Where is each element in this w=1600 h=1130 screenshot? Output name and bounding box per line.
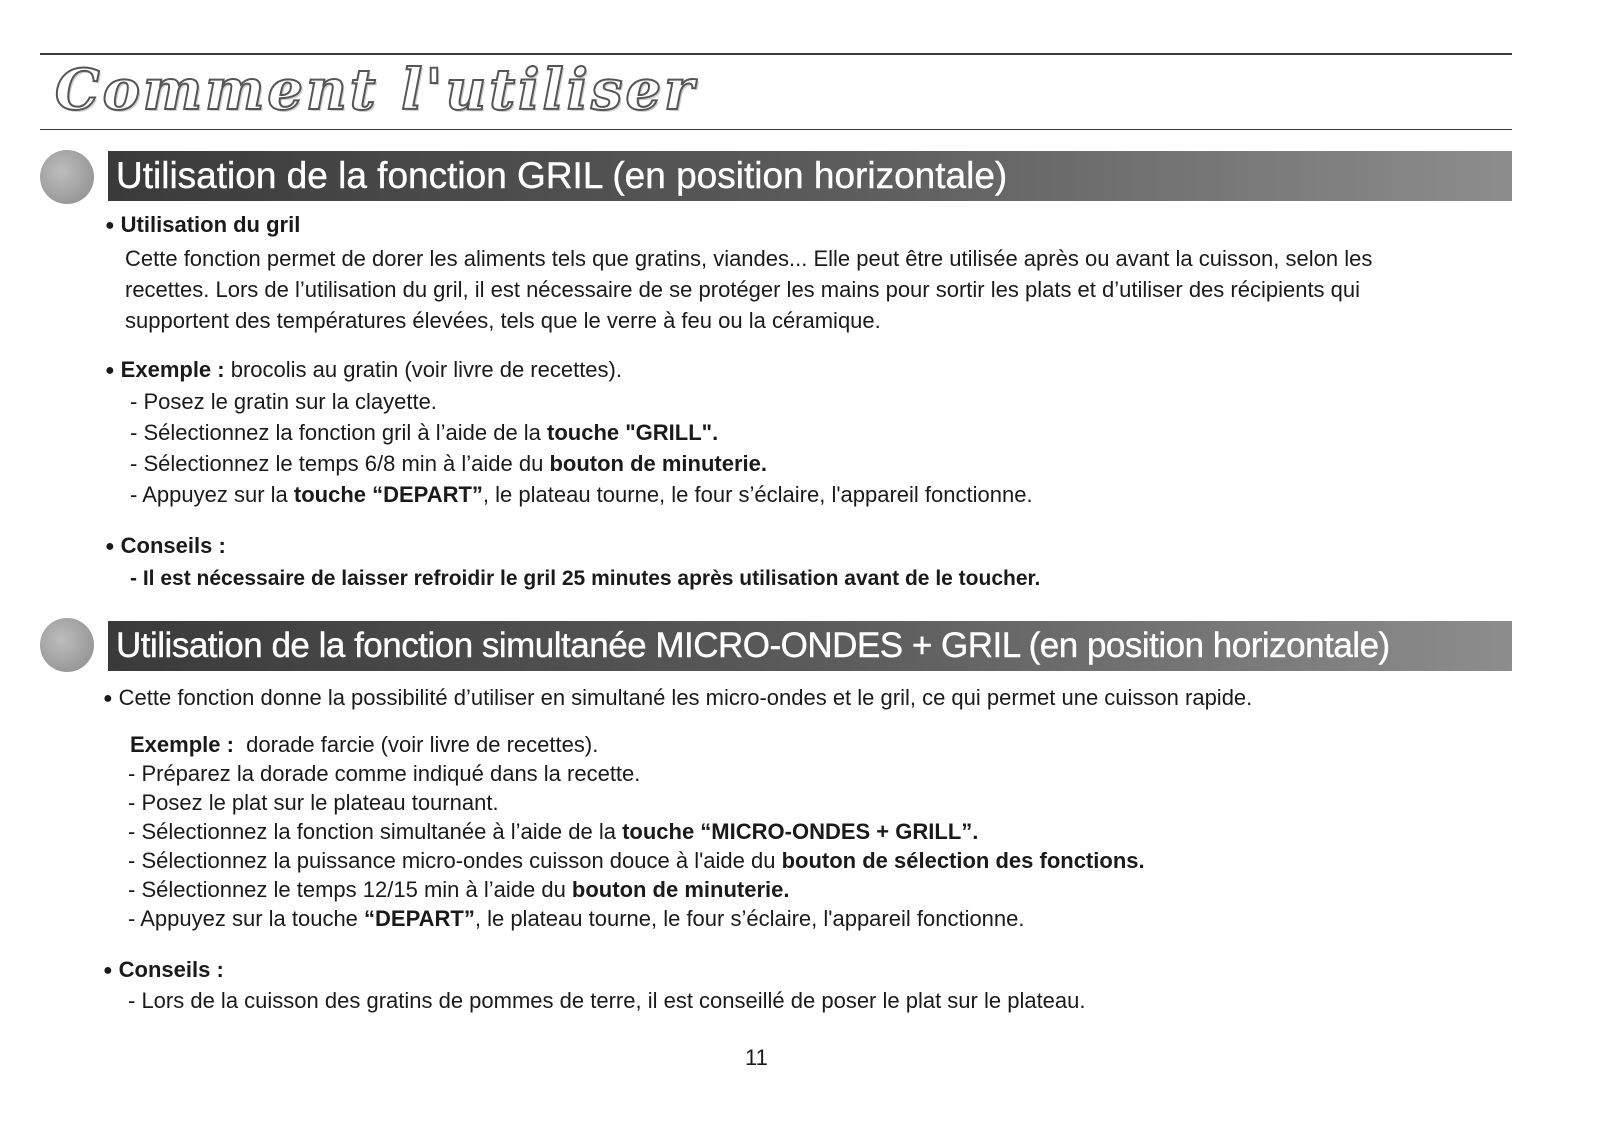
bullet-dot-icon: ● bbox=[105, 538, 115, 555]
example-line: ● Exemple : brocolis au gratin (voir livre de recettes). bbox=[105, 357, 622, 382]
tips-title: ● Conseils : bbox=[105, 533, 226, 558]
usage-line-3: supportent des températures élevées, tels que le verre à feu ou la céramique. bbox=[125, 308, 881, 333]
step-line: - Sélectionnez la puissance micro-ondes cuisson douce à l'aide du bouton de sélection des fonctions. bbox=[128, 848, 1145, 873]
page-title: Comment l'utiliser bbox=[55, 57, 697, 123]
title-rule bbox=[40, 129, 1512, 130]
step-line: - Posez le plat sur le plateau tournant. bbox=[128, 790, 499, 815]
tip-line: - Il est nécessaire de laisser refroidir le gril 25 minutes après utilisation avant de le toucher. bbox=[130, 567, 1041, 590]
bullet-dot-icon: ● bbox=[103, 962, 113, 979]
step-line: - Sélectionnez la fonction gril à l’aide de la touche "GRILL". bbox=[130, 420, 719, 445]
usage-line-2: recettes. Lors de l’utilisation du gril, il est nécessaire de se protéger les mains pour sortir les plats et d’utiliser des récipients qui bbox=[125, 277, 1361, 302]
step-line: - Sélectionnez le temps 6/8 min à l’aide du bouton de minuterie. bbox=[130, 451, 768, 476]
tips-title: ● Conseils : bbox=[103, 957, 224, 982]
step-line: - Sélectionnez la fonction simultanée à l’aide de la touche “MICRO-ONDES + GRILL”. bbox=[128, 819, 979, 844]
section-bullet-icon bbox=[40, 618, 94, 672]
step-line: - Posez le gratin sur la clayette. bbox=[130, 389, 437, 414]
bullet-dot-icon: ● bbox=[105, 362, 115, 379]
step-line: - Appuyez sur la touche “DEPART”, le plateau tourne, le four s’éclaire, l'appareil fonctionne. bbox=[130, 482, 1033, 507]
tip-line: - Lors de la cuisson des gratins de pommes de terre, il est conseillé de poser le plat sur le plateau. bbox=[128, 988, 1086, 1013]
section-heading-micro-gril bbox=[108, 621, 1512, 671]
step-line: - Appuyez sur la touche “DEPART”, le plateau tourne, le four s’éclaire, l'appareil fonctionne. bbox=[128, 906, 1025, 931]
section-heading-text: Utilisation de la fonction simultanée MICRO-ONDES + GRIL (en position horizontale) bbox=[116, 626, 1390, 665]
usage-line-1: Cette fonction permet de dorer les aliments tels que gratins, viandes... Elle peut être utilisée après ou avant la cuisson, selon les bbox=[125, 246, 1373, 271]
intro-line: ● Cette fonction donne la possibilité d’utiliser en simultané les micro-ondes et le gril, ce qui permet une cuisson rapide. bbox=[103, 685, 1253, 710]
step-line: - Sélectionnez le temps 12/15 min à l’aide du bouton de minuterie. bbox=[128, 877, 790, 902]
section-bullet-icon bbox=[40, 150, 94, 204]
bullet-dot-icon: ● bbox=[103, 690, 113, 707]
usage-title: ● Utilisation du gril bbox=[105, 212, 301, 237]
step-line: - Préparez la dorade comme indiqué dans la recette. bbox=[128, 761, 641, 786]
example-line: Exemple : dorade farcie (voir livre de recettes). bbox=[130, 732, 599, 757]
page-number: 11 bbox=[745, 1045, 768, 1070]
section-heading-gril bbox=[108, 151, 1512, 201]
bullet-dot-icon: ● bbox=[105, 217, 115, 234]
section-heading-text: Utilisation de la fonction GRIL (en position horizontale) bbox=[116, 155, 1008, 196]
